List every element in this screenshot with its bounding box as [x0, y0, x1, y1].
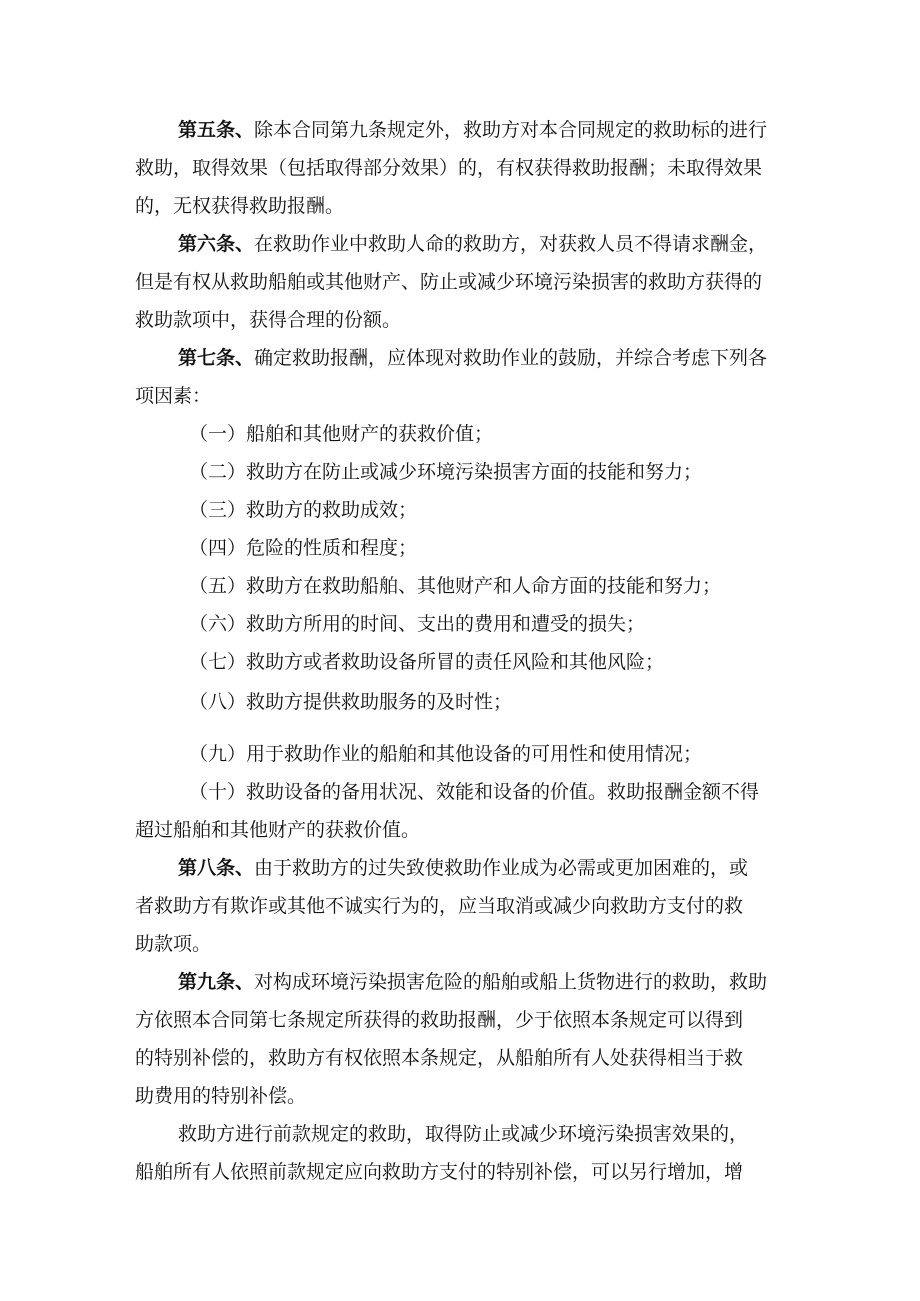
article-7-item-8: （八）救助方提供救助服务的及时性；: [189, 691, 513, 713]
article-6-line-3: 救助款项中，获得合理的份额。: [135, 309, 402, 331]
article-9-line-3: 的特别补偿的，救助方有权依照本条规定，从船舶所有人处获得相当于救: [135, 1047, 744, 1069]
article-8-line-1: 第八条、由于救助方的过失致使救助作业成为必需或更加困难的，或: [178, 857, 749, 879]
article-6-line-1: 第六条、在救助作业中救助人命的救助方，对获救人员不得请求酬金，: [178, 233, 768, 255]
article-5-heading: 第五条、: [178, 119, 255, 141]
article-7-tail: 超过船舶和其他财产的获救价值。: [135, 819, 421, 841]
article-6-heading: 第六条、: [178, 233, 255, 255]
article-7-item-9: （九）用于救助作业的船舶和其他设备的可用性和使用情况；: [189, 743, 703, 765]
article-9-line-4: 助费用的特别补偿。: [135, 1085, 307, 1107]
paragraph-10-line-1: 救助方进行前款规定的救助，取得防止或减少环境污染损害效果的，: [178, 1123, 749, 1145]
article-7-line-2: 项因素：: [135, 385, 212, 407]
article-8-line-2: 者救助方有欺诈或其他不诚实行为的，应当取消或减少向救助方支付的救: [135, 895, 744, 917]
article-7-line-1: 第七条、确定救助报酬，应体现对救助作业的鼓励，并综合考虑下列各: [178, 347, 768, 369]
article-7-item-3: （三）救助方的救助成效；: [189, 499, 418, 521]
article-7-item-4: （四）危险的性质和程度；: [189, 537, 418, 559]
article-7-item-5: （五）救助方在救助船舶、其他财产和人命方面的技能和努力；: [189, 575, 722, 597]
article-7-item-10: （十）救助设备的备用状况、效能和设备的价值。救助报酬金额不得: [189, 781, 760, 803]
article-8-line-3: 助款项。: [135, 933, 212, 955]
article-9-line-1: 第九条、对构成环境污染损害危险的船舶或船上货物进行的救助，救助: [178, 971, 768, 993]
article-6-line-2: 但是有权从救助船舶或其他财产、防止或减少环境污染损害的救助方获得的: [135, 271, 763, 293]
article-7-item-2: （二）救助方在防止或减少环境污染损害方面的技能和努力；: [189, 461, 703, 483]
article-7-item-6: （六）救助方所用的时间、支出的费用和遭受的损失；: [189, 613, 646, 635]
article-7-item-7: （七）救助方或者救助设备所冒的责任风险和其他风险；: [189, 651, 665, 673]
article-5-line-3: 的，无权获得救助报酬。: [135, 195, 345, 217]
article-7-heading: 第七条、: [178, 347, 255, 369]
article-9-line-2: 方依照本合同第七条规定所获得的救助报酬，少于依照本条规定可以得到: [135, 1009, 744, 1031]
article-5-line-1: 第五条、除本合同第九条规定外，救助方对本合同规定的救助标的进行: [178, 119, 768, 141]
paragraph-10-line-2: 船舶所有人依照前款规定应向救助方支付的特别补偿，可以另行增加，增: [135, 1161, 744, 1183]
article-9-heading: 第九条、: [178, 971, 255, 993]
article-5-line-2: 救助，取得效果（包括取得部分效果）的，有权获得救助报酬；未取得效果: [135, 157, 763, 179]
article-7-item-1: （一）船舶和其他财产的获救价值；: [189, 423, 494, 445]
article-8-heading: 第八条、: [178, 857, 255, 879]
